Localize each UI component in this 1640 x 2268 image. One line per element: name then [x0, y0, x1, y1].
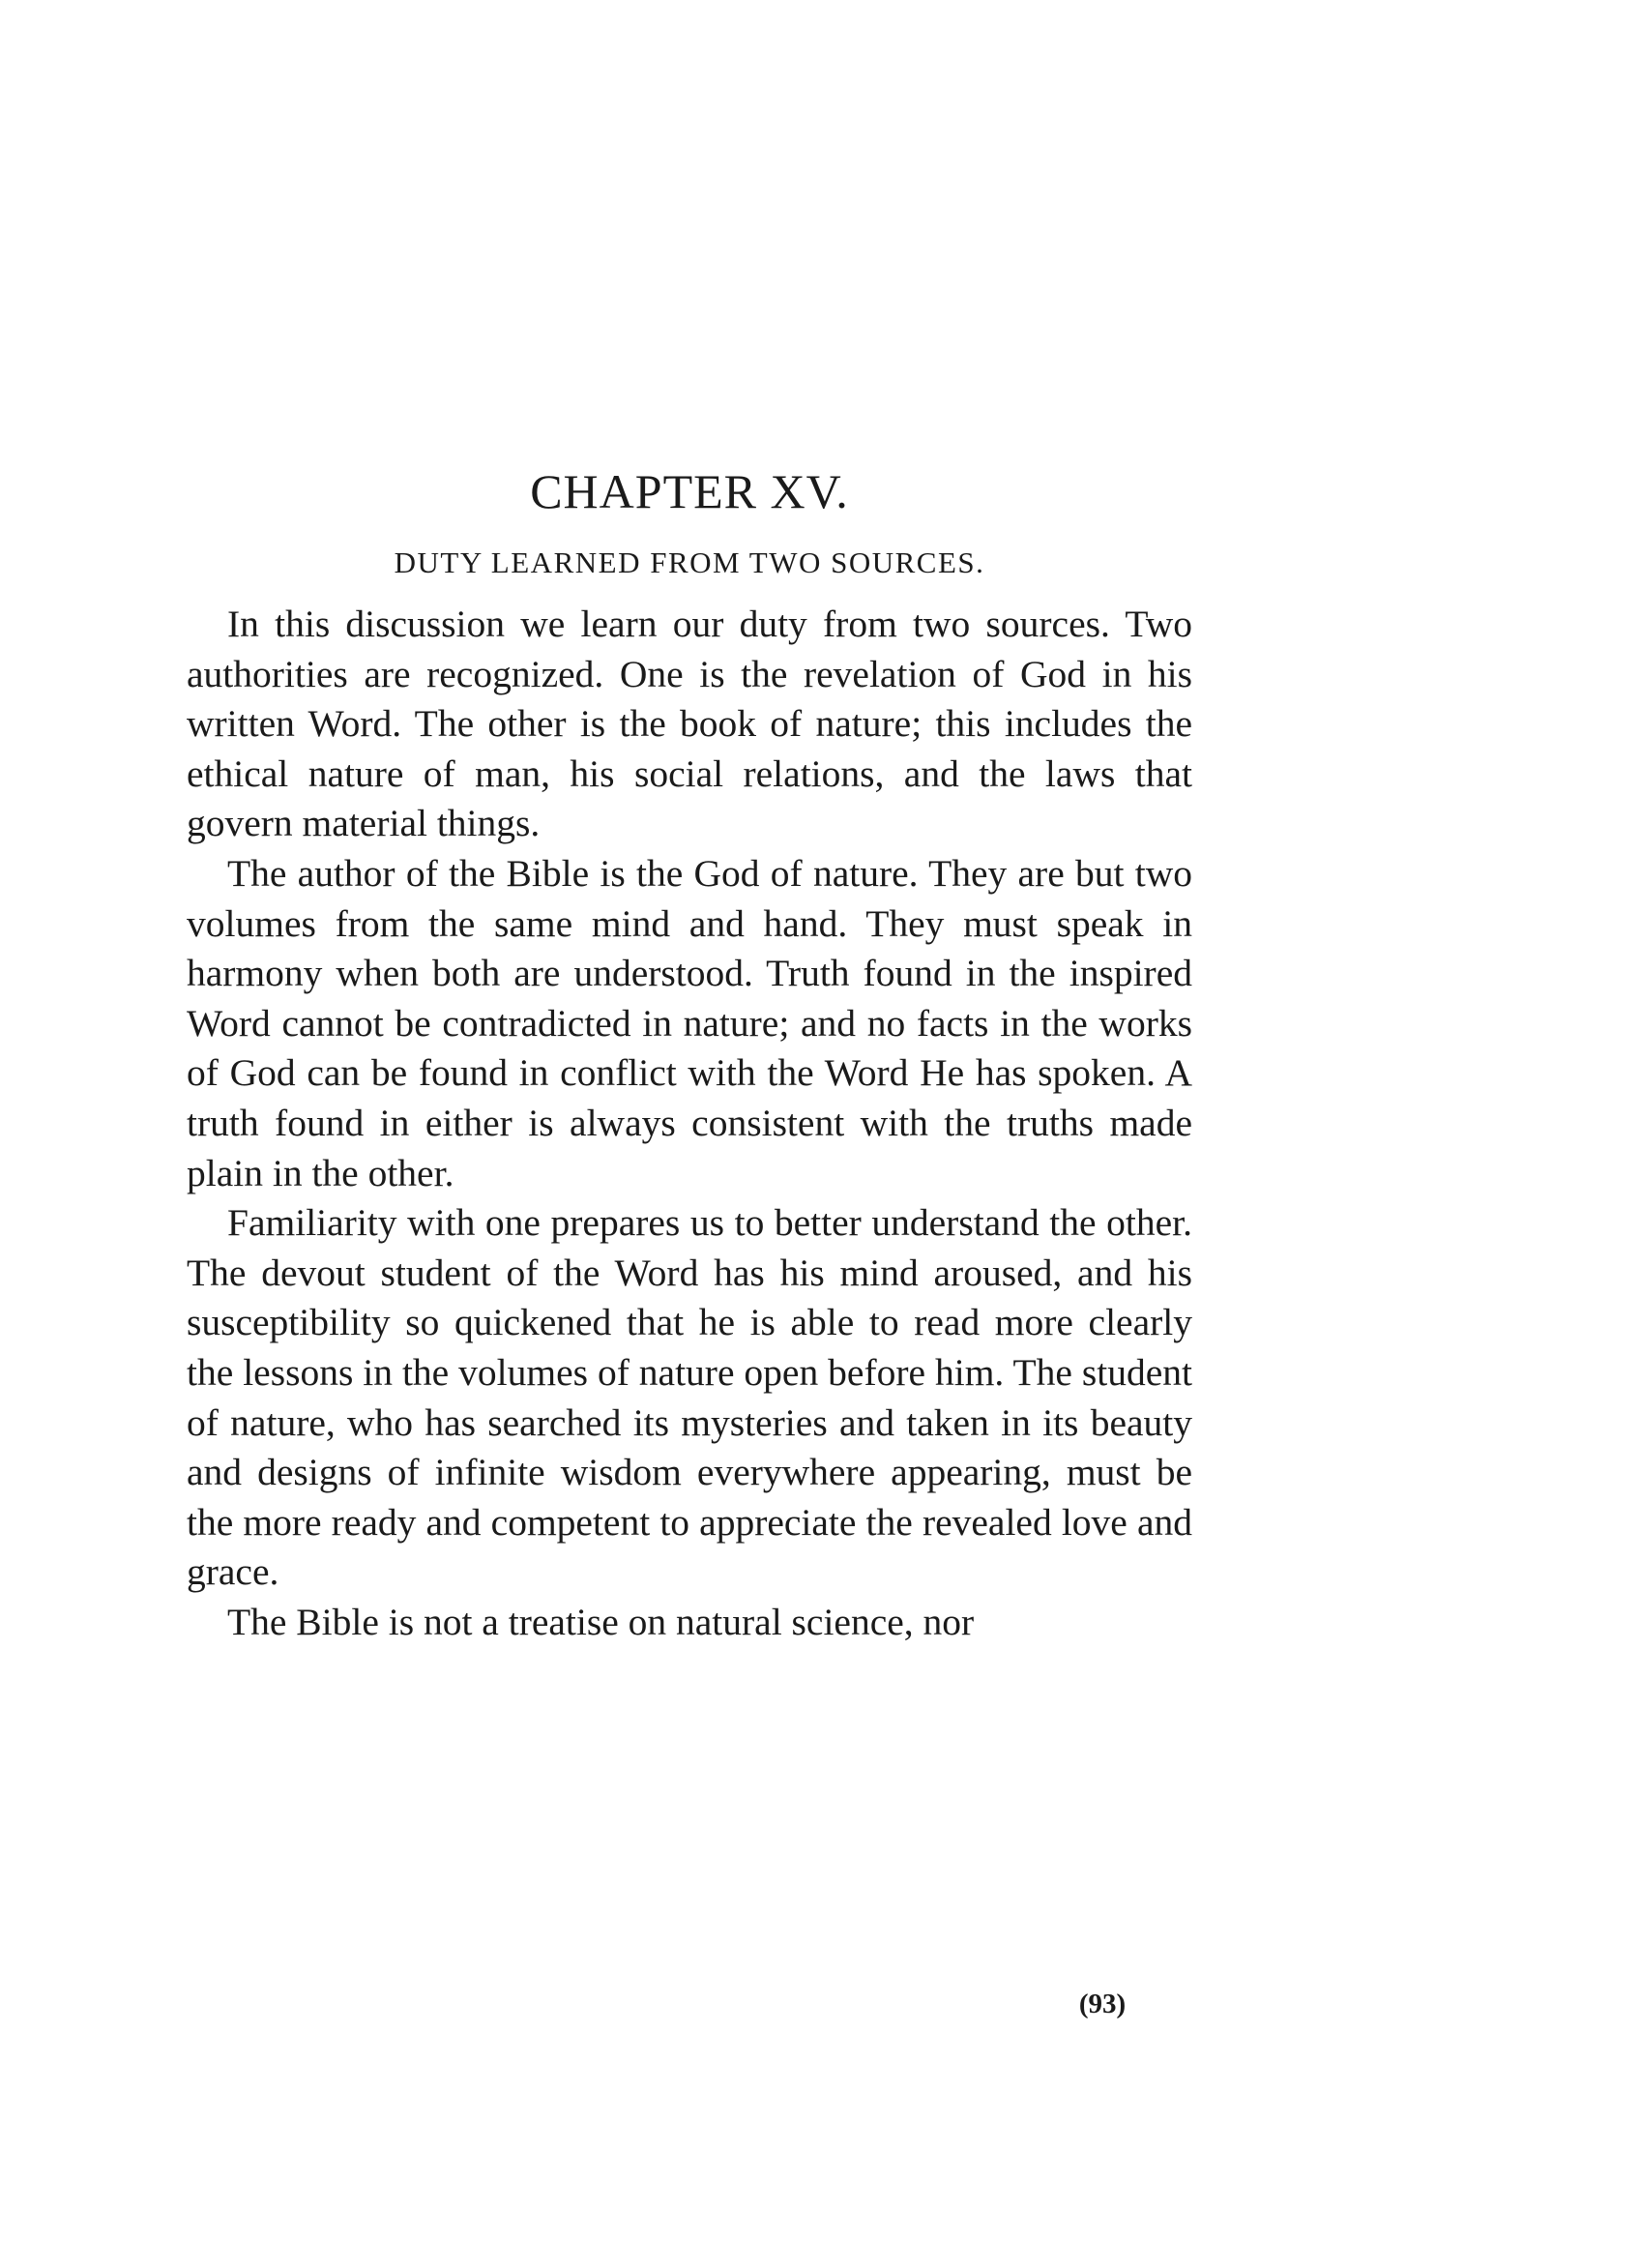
chapter-number: CHAPTER XV.	[530, 464, 849, 518]
paragraph-3: Familiarity with one prepares us to better understand the other. The devout student of the Word has his mind aroused, and his susceptibility so quickened that he is able to read more clearly the lessons in the volumes of nature open before him. The student of nature, who has searched its mysteries and taken in its beauty and designs of infinite wisdom everywhere appearing, must be the more ready and competent to appreciate the revealed love and grace.	[187, 1201, 1192, 1594]
chapter-title: DUTY LEARNED FROM TWO SOURCES.	[394, 545, 985, 579]
paragraph-4: The Bible is not a treatise on natural science, nor	[227, 1600, 975, 1643]
page-number: (93)	[1078, 1988, 1127, 2019]
paragraph-1: In this discussion we learn our duty from two sources. Two authorities are recognized. One is the revelation of God in his written Word. The other is the book of nature; this includes the ethical nature of man, his social relations, and the laws that govern material things.	[187, 603, 1192, 845]
paragraph-2: The author of the Bible is the God of nature. They are but two volumes from the same mind and hand. They must speak in harmony when both are understood. Truth found in the inspired Word cannot be contradicted in nature; and no facts in the works of God can be found in conflict with the Word He has spoken. A truth found in either is always consistent with the truths made plain in the other.	[187, 851, 1192, 1194]
body-text	[187, 600, 1192, 1647]
